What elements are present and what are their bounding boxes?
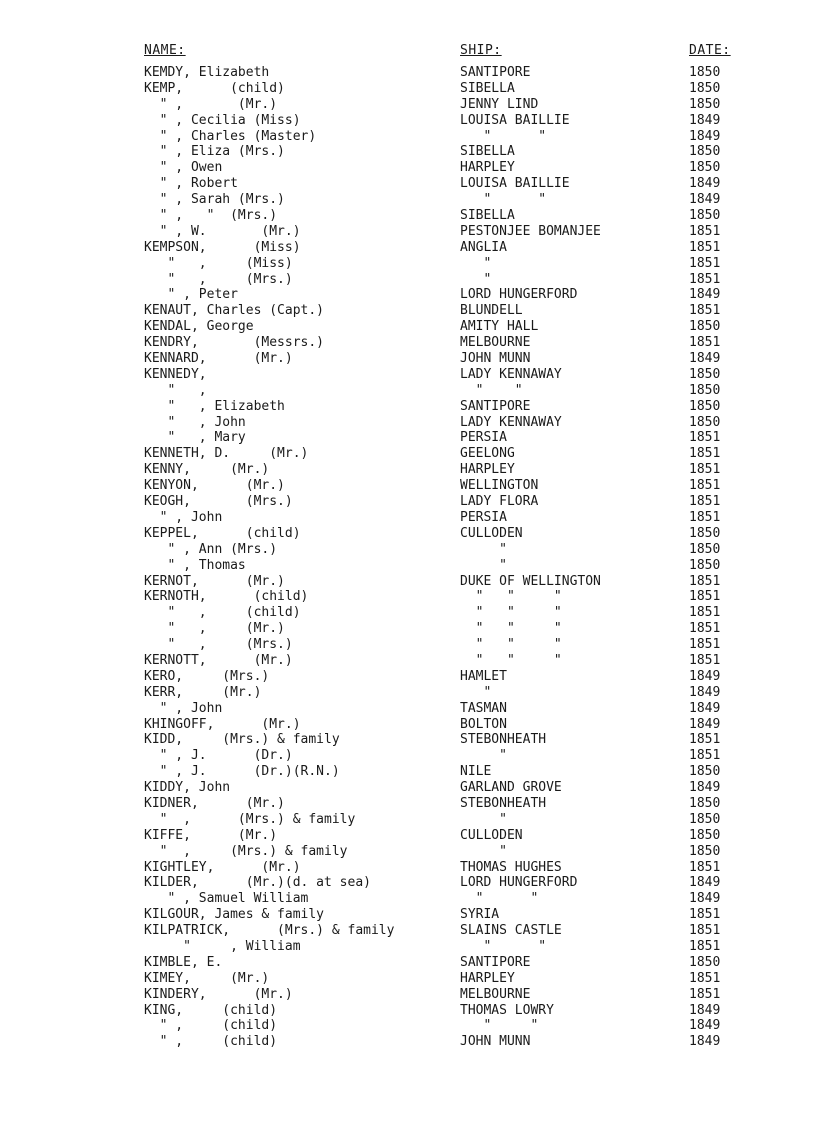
arrival-date: 1850	[689, 557, 721, 573]
ship-name: HARPLEY	[460, 462, 515, 478]
ship-name: "	[460, 557, 507, 573]
ship-name: GEELONG	[460, 446, 515, 462]
ship-name: " "	[460, 128, 547, 144]
passenger-name: " , (Mr.)	[144, 96, 278, 112]
list-row	[0, 542, 816, 558]
ship-name: LADY KENNAWAY	[460, 366, 562, 382]
ship-name: "	[460, 255, 492, 271]
ship-name: CULLODEN	[460, 525, 523, 541]
list-row	[0, 685, 816, 701]
list-row	[0, 701, 816, 717]
list-row	[0, 653, 816, 669]
ship-name: MELBOURNE	[460, 986, 531, 1002]
arrival-date: 1849	[689, 684, 721, 700]
ship-name: LORD HUNGERFORD	[460, 875, 578, 891]
arrival-date: 1851	[689, 907, 721, 923]
ship-name: BLUNDELL	[460, 303, 523, 319]
list-row	[0, 97, 816, 113]
arrival-date: 1851	[689, 239, 721, 255]
list-row	[0, 987, 816, 1003]
list-row	[0, 129, 816, 145]
list-row	[0, 240, 816, 256]
arrival-date: 1851	[689, 509, 721, 525]
list-row	[0, 81, 816, 97]
passenger-name: " , Elizabeth	[144, 398, 285, 414]
list-row	[0, 367, 816, 383]
arrival-date: 1851	[689, 271, 721, 287]
passenger-name: " , W. (Mr.)	[144, 223, 301, 239]
passenger-name: " , John	[144, 414, 246, 430]
arrival-date: 1849	[689, 1002, 721, 1018]
passenger-name: KENNY, (Mr.)	[144, 462, 270, 478]
passenger-name: KIFFE, (Mr.)	[144, 827, 278, 843]
passenger-name: KEMDY, Elizabeth	[144, 65, 270, 80]
passenger-name: KENNARD, (Mr.)	[144, 351, 293, 367]
arrival-date: 1850	[689, 843, 721, 859]
header-ship: SHIP:	[460, 43, 502, 58]
ship-name: TASMAN	[460, 700, 507, 716]
passenger-name: KEPPEL, (child)	[144, 525, 301, 541]
list-row	[0, 160, 816, 176]
ship-name: LADY KENNAWAY	[460, 414, 562, 430]
passenger-name: KENAUT, Charles (Capt.)	[144, 303, 325, 319]
passenger-name: KEMP, (child)	[144, 80, 285, 96]
passenger-name: KIMEY, (Mr.)	[144, 970, 270, 986]
passenger-name: " , Thomas	[144, 557, 246, 573]
list-row	[0, 113, 816, 129]
list-row	[0, 637, 816, 653]
arrival-date: 1849	[689, 351, 721, 367]
arrival-date: 1851	[689, 303, 721, 319]
ship-name: "	[460, 271, 492, 287]
list-row	[0, 907, 816, 923]
list-row	[0, 144, 816, 160]
header-date: DATE:	[689, 43, 731, 58]
ship-name: SANTIPORE	[460, 398, 531, 414]
passenger-name: KINDERY, (Mr.)	[144, 986, 293, 1002]
list-row	[0, 65, 816, 81]
list-row	[0, 208, 816, 224]
ship-name: " " "	[460, 652, 562, 668]
arrival-date: 1850	[689, 80, 721, 96]
arrival-date: 1850	[689, 366, 721, 382]
list-row	[0, 1003, 816, 1019]
list-row	[0, 669, 816, 685]
arrival-date: 1849	[689, 700, 721, 716]
passenger-name: " , Cecilia (Miss)	[144, 112, 301, 128]
ship-name: SANTIPORE	[460, 954, 531, 970]
ship-name: THOMAS LOWRY	[460, 1002, 554, 1018]
list-row	[0, 844, 816, 860]
passenger-name: KILGOUR, James & family	[144, 907, 325, 923]
list-row	[0, 224, 816, 240]
passenger-name: KERNOTH, (child)	[144, 589, 309, 605]
arrival-date: 1851	[689, 970, 721, 986]
passenger-name: KENNETH, D. (Mr.)	[144, 446, 309, 462]
arrival-date: 1850	[689, 414, 721, 430]
arrival-date: 1851	[689, 652, 721, 668]
passenger-name: " , (Miss)	[144, 255, 293, 271]
arrival-date: 1851	[689, 573, 721, 589]
list-row	[0, 875, 816, 891]
arrival-date: 1851	[689, 986, 721, 1002]
passenger-name: " , J. (Dr.)(R.N.)	[144, 764, 340, 780]
arrival-date: 1851	[689, 255, 721, 271]
passenger-name: KENNEDY,	[144, 366, 207, 382]
list-row	[0, 335, 816, 351]
arrival-date: 1850	[689, 541, 721, 557]
ship-name: THOMAS HUGHES	[460, 859, 562, 875]
list-row	[0, 621, 816, 637]
list-row	[0, 764, 816, 780]
list-row	[0, 717, 816, 733]
list-row	[0, 287, 816, 303]
ship-name: LOUISA BAILLIE	[460, 176, 570, 192]
list-row	[0, 192, 816, 208]
arrival-date: 1851	[689, 748, 721, 764]
list-row	[0, 478, 816, 494]
arrival-date: 1850	[689, 525, 721, 541]
passenger-name: " , Sarah (Mrs.)	[144, 192, 285, 208]
passenger-name: " , Mary	[144, 430, 246, 446]
list-row	[0, 399, 816, 415]
arrival-date: 1849	[689, 716, 721, 732]
ship-name: DUKE OF WELLINGTON	[460, 573, 601, 589]
arrival-date: 1849	[689, 1018, 721, 1034]
passenger-name: KIDNER, (Mr.)	[144, 795, 285, 811]
arrival-date: 1851	[689, 589, 721, 605]
passenger-name: " , (Mrs.) & family	[144, 811, 356, 827]
arrival-date: 1849	[689, 780, 721, 796]
passenger-name: KIDDY, John	[144, 780, 231, 796]
ship-name: GARLAND GROVE	[460, 780, 562, 796]
arrival-date: 1851	[689, 621, 721, 637]
ship-name: BOLTON	[460, 716, 507, 732]
arrival-date: 1850	[689, 827, 721, 843]
arrival-date: 1850	[689, 65, 721, 80]
arrival-date: 1849	[689, 875, 721, 891]
header-name: NAME:	[144, 43, 186, 58]
ship-name: " " "	[460, 621, 562, 637]
passenger-name: " , (Mr.)	[144, 621, 285, 637]
ship-name: HARPLEY	[460, 970, 515, 986]
ship-name: " "	[460, 938, 547, 954]
arrival-date: 1850	[689, 144, 721, 160]
ship-name: LORD HUNGERFORD	[460, 287, 578, 303]
list-row	[0, 446, 816, 462]
ship-name: JOHN MUNN	[460, 1034, 531, 1050]
ship-name: PERSIA	[460, 430, 507, 446]
arrival-date: 1851	[689, 478, 721, 494]
list-row	[0, 510, 816, 526]
ship-name: JENNY LIND	[460, 96, 539, 112]
arrival-date: 1849	[689, 176, 721, 192]
arrival-date: 1851	[689, 859, 721, 875]
passenger-name: KENDRY, (Messrs.)	[144, 335, 325, 351]
list-row	[0, 256, 816, 272]
passenger-name: " , William	[144, 938, 301, 954]
arrival-date: 1851	[689, 938, 721, 954]
list-row	[0, 462, 816, 478]
ship-name: STEBONHEATH	[460, 732, 547, 748]
arrival-date: 1850	[689, 764, 721, 780]
list-row	[0, 955, 816, 971]
arrival-date: 1849	[689, 891, 721, 907]
ship-name: SIBELLA	[460, 144, 515, 160]
ship-name: "	[460, 748, 507, 764]
passenger-name: KERNOT, (Mr.)	[144, 573, 285, 589]
ship-name: AMITY HALL	[460, 319, 539, 335]
passenger-name: KIDD, (Mrs.) & family	[144, 732, 340, 748]
passenger-name: " ,	[144, 382, 207, 398]
ship-name: LOUISA BAILLIE	[460, 112, 570, 128]
passenger-name: KILPATRICK, (Mrs.) & family	[144, 923, 395, 939]
ship-name: "	[460, 541, 507, 557]
arrival-date: 1851	[689, 335, 721, 351]
ship-name: " "	[460, 891, 539, 907]
passenger-name: " , (child)	[144, 605, 301, 621]
list-row	[0, 430, 816, 446]
passenger-name: " , " (Mrs.)	[144, 208, 278, 224]
passenger-name: KILDER, (Mr.)(d. at sea)	[144, 875, 371, 891]
list-row	[0, 383, 816, 399]
passenger-name: " , (Mrs.)	[144, 271, 293, 287]
ship-name: " " "	[460, 637, 562, 653]
arrival-date: 1850	[689, 319, 721, 335]
list-row	[0, 732, 816, 748]
passenger-name: KENDAL, George	[144, 319, 254, 335]
list-row	[0, 526, 816, 542]
arrival-date: 1851	[689, 446, 721, 462]
list-row	[0, 796, 816, 812]
list-row	[0, 351, 816, 367]
arrival-date: 1851	[689, 223, 721, 239]
passenger-name: KING, (child)	[144, 1002, 278, 1018]
arrival-date: 1850	[689, 96, 721, 112]
arrival-date: 1850	[689, 795, 721, 811]
ship-name: " " "	[460, 589, 562, 605]
passenger-name: " , Owen	[144, 160, 223, 176]
list-row	[0, 891, 816, 907]
passenger-name: KERR, (Mr.)	[144, 684, 262, 700]
arrival-date: 1849	[689, 1034, 721, 1050]
arrival-date: 1851	[689, 637, 721, 653]
ship-name: "	[460, 843, 507, 859]
passenger-name: " , John	[144, 700, 223, 716]
passenger-rows	[0, 65, 816, 1050]
list-row	[0, 303, 816, 319]
ship-name: LADY FLORA	[460, 494, 539, 510]
arrival-date: 1849	[689, 287, 721, 303]
ship-name: "	[460, 684, 492, 700]
passenger-name: KHINGOFF, (Mr.)	[144, 716, 301, 732]
passenger-name: " , Peter	[144, 287, 238, 303]
arrival-date: 1850	[689, 811, 721, 827]
ship-name: SANTIPORE	[460, 65, 531, 80]
list-row	[0, 605, 816, 621]
list-row	[0, 1034, 816, 1050]
list-row	[0, 780, 816, 796]
passenger-name: " , Ann (Mrs.)	[144, 541, 278, 557]
passenger-name: KEOGH, (Mrs.)	[144, 494, 293, 510]
ship-name: " "	[460, 192, 547, 208]
arrival-date: 1849	[689, 192, 721, 208]
arrival-date: 1851	[689, 732, 721, 748]
passenger-name: " , John	[144, 509, 223, 525]
ship-name: PERSIA	[460, 509, 507, 525]
ship-name: STEBONHEATH	[460, 795, 547, 811]
passenger-name: " , Charles (Master)	[144, 128, 317, 144]
passenger-name: " , J. (Dr.)	[144, 748, 293, 764]
arrival-date: 1850	[689, 160, 721, 176]
ship-name: HARPLEY	[460, 160, 515, 176]
ship-name: CULLODEN	[460, 827, 523, 843]
list-row	[0, 748, 816, 764]
list-row	[0, 971, 816, 987]
list-row	[0, 1018, 816, 1034]
passenger-name: KEMPSON, (Miss)	[144, 239, 301, 255]
ship-name: MELBOURNE	[460, 335, 531, 351]
ship-name: SYRIA	[460, 907, 500, 923]
passenger-name: " , (child)	[144, 1034, 278, 1050]
passenger-name: KERNOTT, (Mr.)	[144, 652, 293, 668]
arrival-date: 1850	[689, 398, 721, 414]
arrival-date: 1850	[689, 208, 721, 224]
arrival-date: 1851	[689, 605, 721, 621]
list-row	[0, 812, 816, 828]
passenger-name: " , Eliza (Mrs.)	[144, 144, 285, 160]
passenger-name: KIMBLE, E.	[144, 954, 223, 970]
ship-name: JOHN MUNN	[460, 351, 531, 367]
ship-name: PESTONJEE BOMANJEE	[460, 223, 601, 239]
list-row	[0, 574, 816, 590]
passenger-name: " , Robert	[144, 176, 238, 192]
ship-name: " "	[460, 382, 523, 398]
list-row	[0, 558, 816, 574]
ship-name: SLAINS CASTLE	[460, 923, 562, 939]
list-row	[0, 319, 816, 335]
ship-name: NILE	[460, 764, 492, 780]
list-row	[0, 272, 816, 288]
list-row	[0, 828, 816, 844]
list-row	[0, 494, 816, 510]
passenger-name: KENYON, (Mr.)	[144, 478, 285, 494]
ship-name: SIBELLA	[460, 80, 515, 96]
list-row	[0, 860, 816, 876]
passenger-name: " , (child)	[144, 1018, 278, 1034]
list-row	[0, 923, 816, 939]
list-row	[0, 589, 816, 605]
arrival-date: 1849	[689, 112, 721, 128]
passenger-name: KERO, (Mrs.)	[144, 668, 270, 684]
arrival-date: 1851	[689, 430, 721, 446]
ship-name: HAMLET	[460, 668, 507, 684]
ship-name: WELLINGTON	[460, 478, 539, 494]
ship-name: ANGLIA	[460, 239, 507, 255]
passenger-name: KIGHTLEY, (Mr.)	[144, 859, 301, 875]
passenger-name: " , (Mrs.) & family	[144, 843, 348, 859]
ship-name: SIBELLA	[460, 208, 515, 224]
arrival-date: 1851	[689, 923, 721, 939]
ship-name: " " "	[460, 605, 562, 621]
arrival-date: 1850	[689, 954, 721, 970]
arrival-date: 1850	[689, 382, 721, 398]
arrival-date: 1849	[689, 128, 721, 144]
arrival-date: 1851	[689, 462, 721, 478]
ship-name: "	[460, 811, 507, 827]
arrival-date: 1849	[689, 668, 721, 684]
list-row	[0, 415, 816, 431]
list-row	[0, 176, 816, 192]
passenger-name: " , (Mrs.)	[144, 637, 293, 653]
arrival-date: 1851	[689, 494, 721, 510]
ship-name: " "	[460, 1018, 539, 1034]
list-row	[0, 939, 816, 955]
passenger-name: " , Samuel William	[144, 891, 309, 907]
